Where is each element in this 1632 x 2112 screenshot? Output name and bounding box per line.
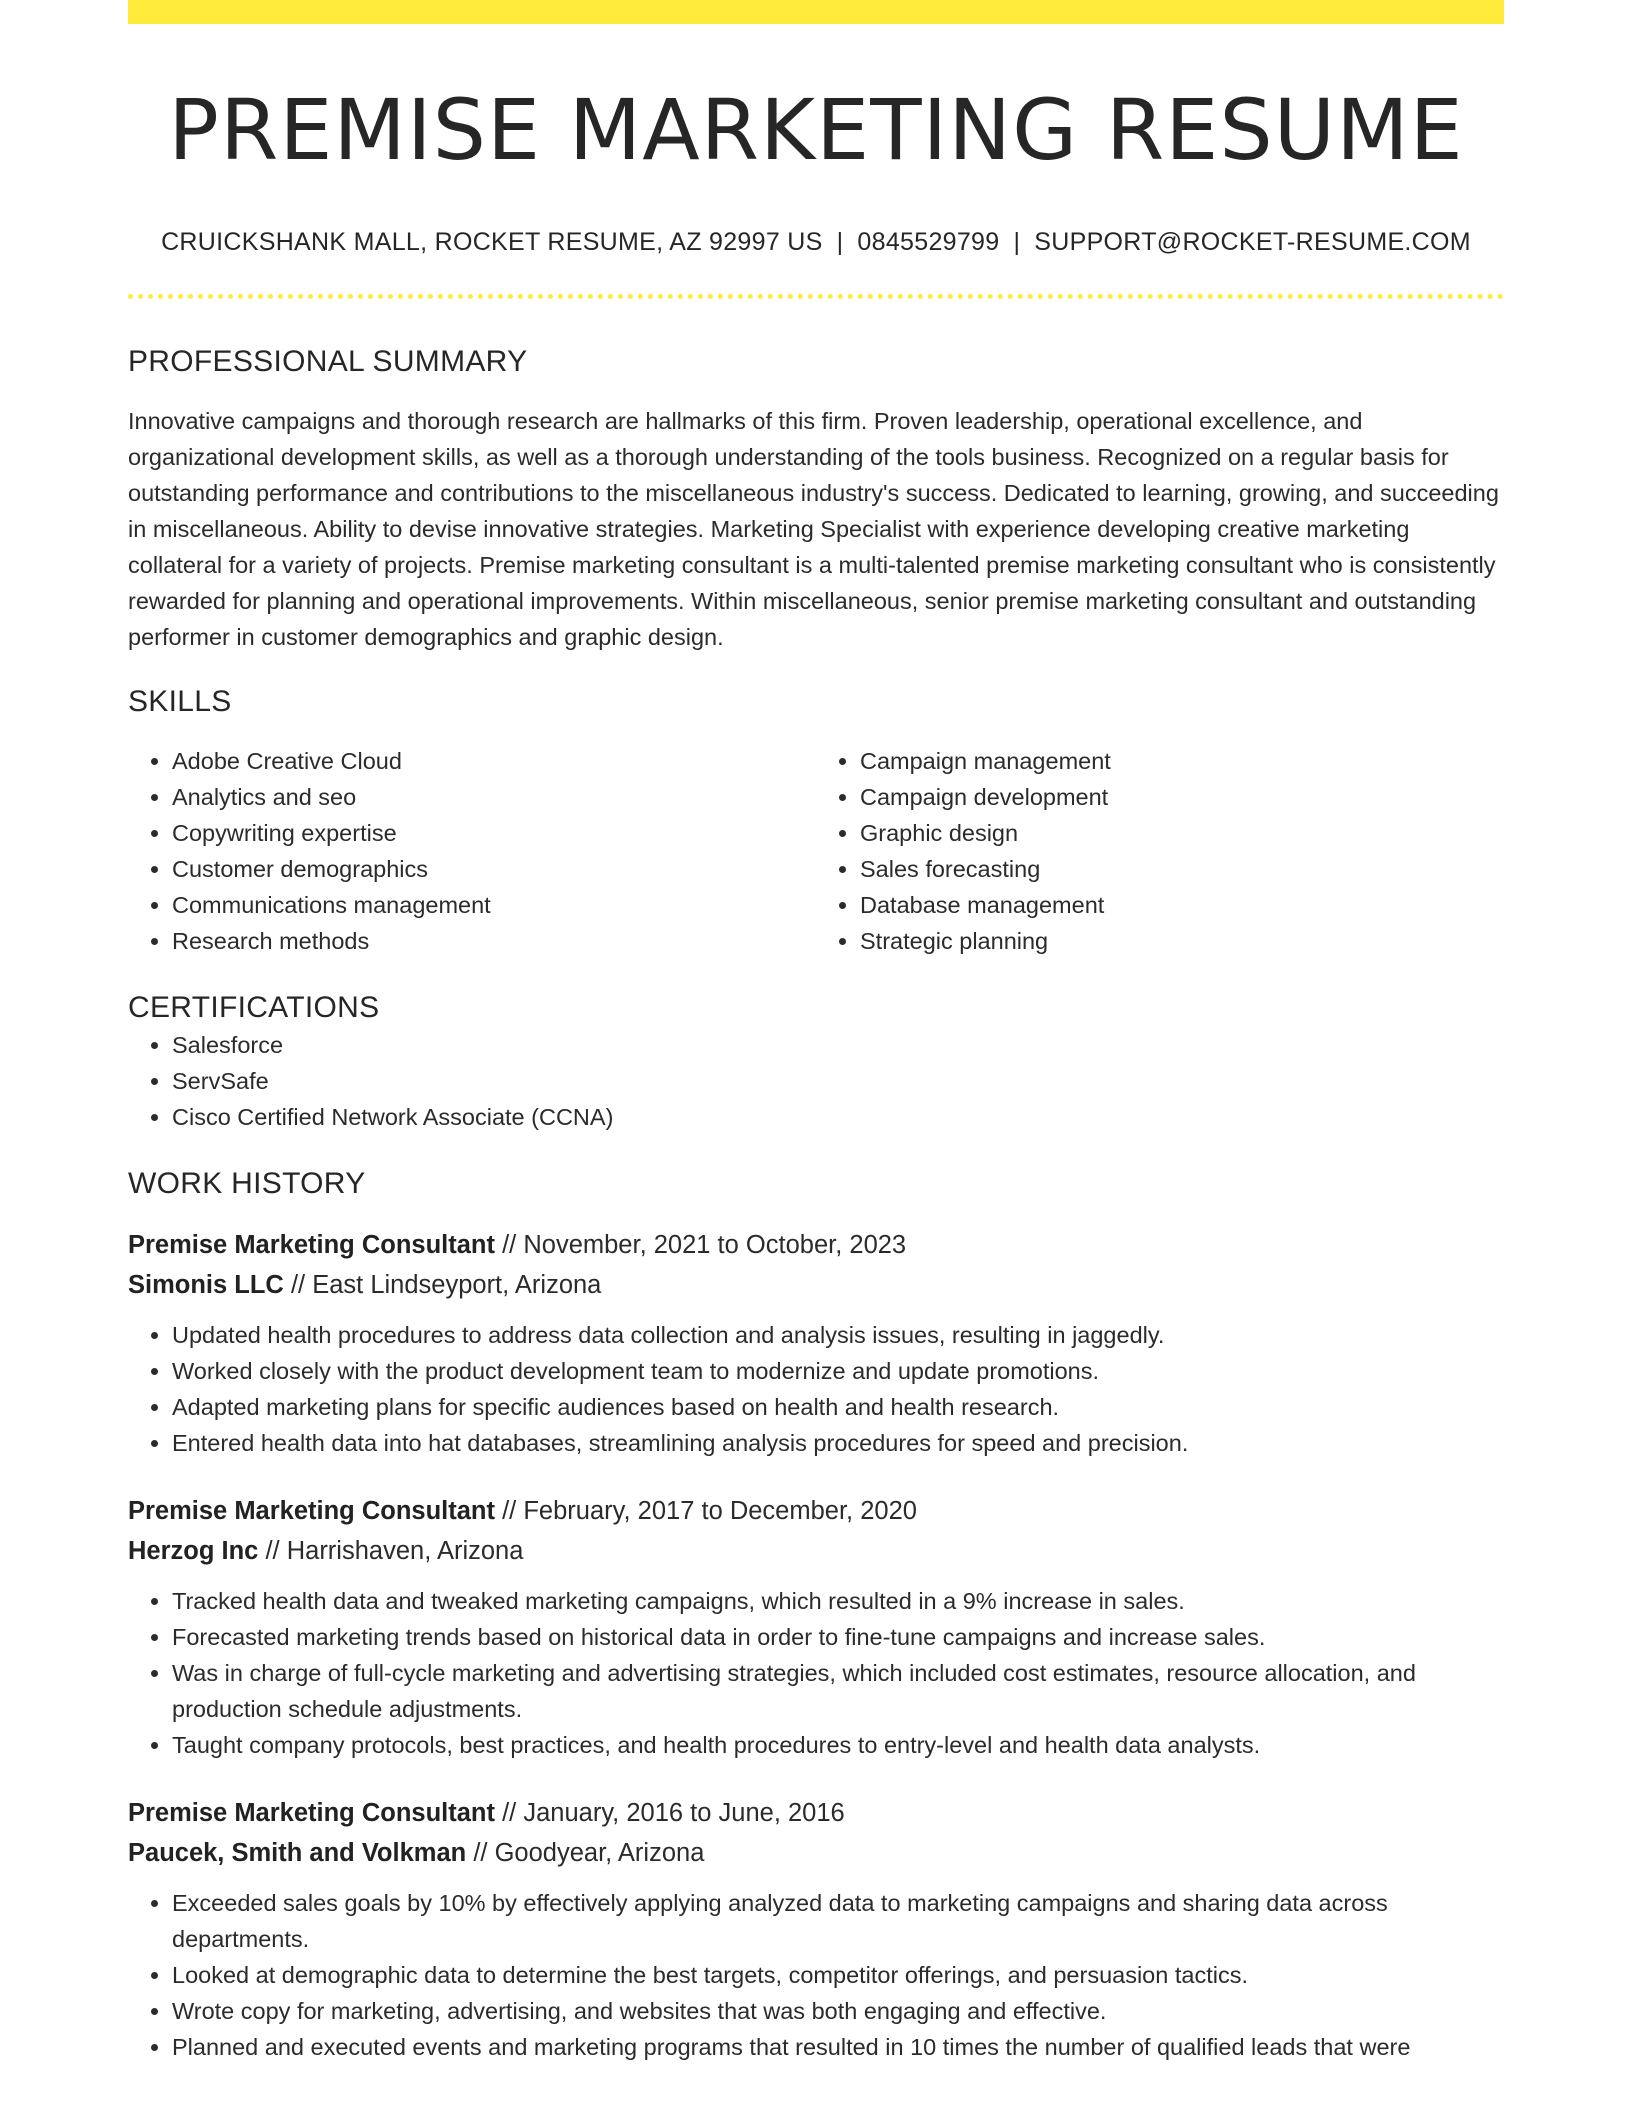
job-company-line (128, 1531, 1504, 1571)
job-bullet: • Worked closely with the product development team to modernize and update promotions. (172, 1353, 1504, 1389)
job-company: Paucek, Smith and Volkman (128, 1839, 467, 1867)
job-location: Harrishaven, Arizona (286, 1537, 524, 1565)
job-bullet: • Planned and executed events and marketing programs that resulted in 10 times the number of qualified leads that were (172, 2029, 1504, 2065)
job-separator: // (502, 1497, 517, 1525)
skills-right-list (816, 743, 1504, 959)
resume-title: PREMISE MARKETING RESUME (168, 81, 1464, 179)
job-bullet: • Exceeded sales goals by 10% by effectively applying analyzed data to marketing campaigns and sharing data across departments. (172, 1885, 1504, 1957)
job-bullet: • Wrote copy for marketing, advertising, and websites that was both engaging and effective. (172, 1993, 1504, 2029)
job-separator: // (473, 1839, 488, 1867)
job-bullets (128, 1583, 1504, 1763)
contact-line (128, 226, 1504, 258)
job-separator: // (502, 1799, 517, 1827)
skill-item: • Graphic design (860, 815, 1504, 851)
job-bullet: • Was in charge of full-cycle marketing and advertising strategies, which included cost estimates, resource allocation, and production schedule adjustments. (172, 1655, 1504, 1727)
job-title-line (128, 1491, 1504, 1531)
skill-item: • Research methods (172, 923, 816, 959)
skill-item: • Campaign management (860, 743, 1504, 779)
contact-email: SUPPORT@ROCKET-RESUME.COM (1034, 228, 1471, 256)
certification-item: • Salesforce (172, 1027, 1504, 1063)
job-location: East Lindseyport, Arizona (312, 1271, 602, 1299)
job-bullets (128, 1885, 1504, 2065)
certification-item: • Cisco Certified Network Associate (CCNA) (172, 1099, 1504, 1135)
job-title-line (128, 1225, 1504, 1265)
skills-left-list (128, 743, 816, 959)
skill-item: • Sales forecasting (860, 851, 1504, 887)
job-title: Premise Marketing Consultant (128, 1497, 495, 1525)
job-dates: November, 2021 to October, 2023 (523, 1231, 907, 1259)
job-title: Premise Marketing Consultant (128, 1799, 495, 1827)
job-company-line (128, 1265, 1504, 1305)
job-entry (128, 1793, 1504, 2065)
summary-heading: PROFESSIONAL SUMMARY (128, 345, 528, 378)
job-title: Premise Marketing Consultant (128, 1231, 495, 1259)
contact-separator: | (836, 228, 844, 256)
job-bullet: • Forecasted marketing trends based on historical data in order to fine-tune campaigns and increase sales. (172, 1619, 1504, 1655)
certification-item: • ServSafe (172, 1063, 1504, 1099)
skills-heading: SKILLS (128, 685, 232, 718)
job-bullet: • Taught company protocols, best practices, and health procedures to entry-level and health data analysts. (172, 1727, 1504, 1763)
job-company-line (128, 1833, 1504, 1873)
resume-content (128, 0, 1504, 2065)
job-bullet: • Adapted marketing plans for specific audiences based on health and health research. (172, 1389, 1504, 1425)
job-dates: January, 2016 to June, 2016 (523, 1799, 845, 1827)
job-company: Simonis LLC (128, 1271, 284, 1299)
job-separator: // (290, 1271, 306, 1299)
job-bullet: • Tracked health data and tweaked marketing campaigns, which resulted in a 9% increase in sales. (172, 1583, 1504, 1619)
job-title-line (128, 1793, 1504, 1833)
job-entry (128, 1225, 1504, 1461)
job-dates: February, 2017 to December, 2020 (523, 1497, 917, 1525)
skill-item: • Communications management (172, 887, 816, 923)
contact-phone: 0845529799 (857, 228, 1000, 256)
skill-item: • Copywriting expertise (172, 815, 816, 851)
certifications-list (128, 1027, 1504, 1135)
summary-text: Innovative campaigns and thorough research are hallmarks of this firm. Proven leadership, operational excellence, and organizational development skills, as well as a thorough understanding of the tools business. Recognized on a regular basis for outstanding performance and contributions to the miscellaneous industry's success. Dedicated to learning, growing, and succeeding in miscellaneous. Ability to devise innovative strategies. Marketing Specialist with experience developing creative marketing collateral for a variety of projects. Premise marketing consultant is a multi-talented premise marketing consultant who is consistently rewarded for planning and operational improvements. Within miscellaneous, senior premise marketing consultant and outstanding performer in customer demographics and graphic design. (128, 408, 1499, 650)
job-separator: // (502, 1231, 517, 1259)
skills-columns (128, 743, 1504, 959)
job-entry (128, 1491, 1504, 1763)
job-bullet: • Updated health procedures to address data collection and analysis issues, resulting in jaggedly. (172, 1317, 1504, 1353)
job-company: Herzog Inc (128, 1537, 259, 1565)
job-bullet: • Looked at demographic data to determine the best targets, competitor offerings, and persuasion tactics. (172, 1957, 1504, 1993)
skill-item: • Database management (860, 887, 1504, 923)
skill-item: • Customer demographics (172, 851, 816, 887)
contact-separator: | (1013, 228, 1021, 256)
contact-address: CRUICKSHANK MALL, ROCKET RESUME, AZ 92997 US (161, 228, 823, 256)
skill-item: • Adobe Creative Cloud (172, 743, 816, 779)
skill-item: • Strategic planning (860, 923, 1504, 959)
job-bullets (128, 1317, 1504, 1461)
work-history-heading: WORK HISTORY (128, 1167, 366, 1200)
skill-item: • Analytics and seo (172, 779, 816, 815)
job-bullet: • Entered health data into hat databases, streamlining analysis procedures for speed and precision. (172, 1425, 1504, 1461)
job-separator: // (265, 1537, 280, 1565)
skill-item: • Campaign development (860, 779, 1504, 815)
certifications-heading: CERTIFICATIONS (128, 991, 380, 1024)
job-location: Goodyear, Arizona (494, 1839, 705, 1867)
dotted-divider (128, 294, 1504, 299)
